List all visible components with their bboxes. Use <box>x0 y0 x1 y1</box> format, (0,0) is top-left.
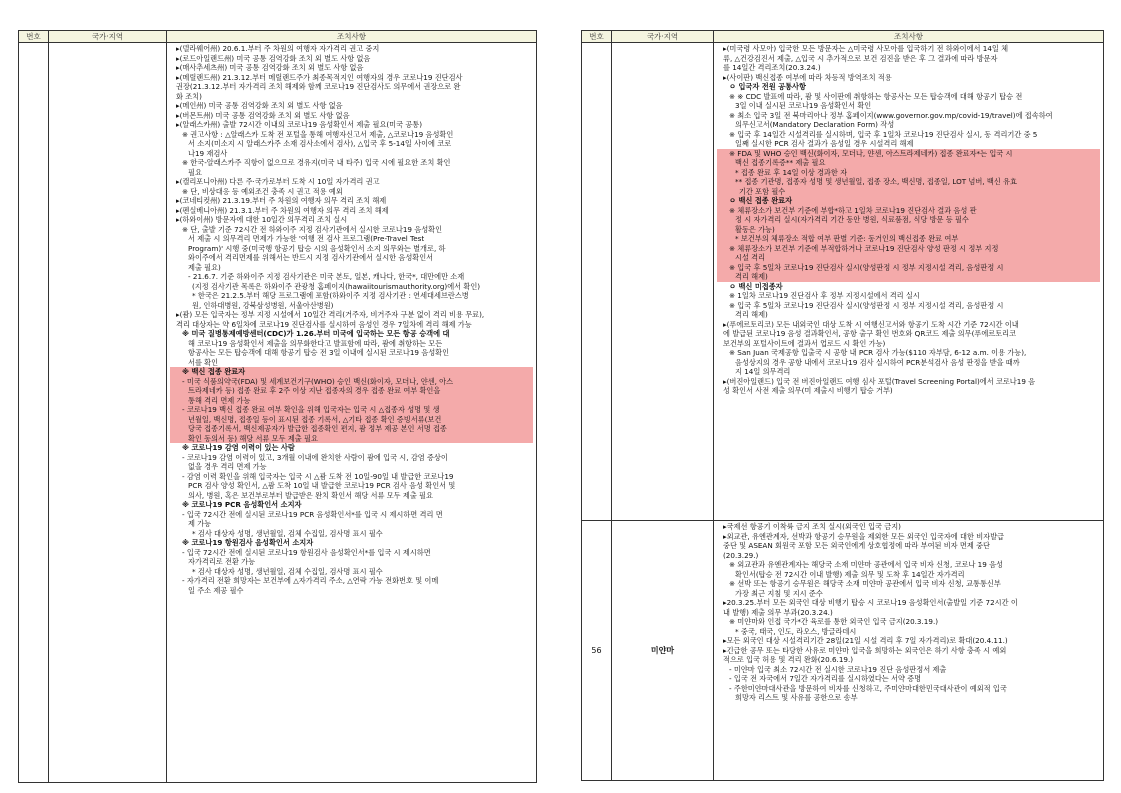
header-country-right: 국가·지역 <box>612 31 714 43</box>
myanmar-line: ▸외교관, 유엔관계자, 선박과 항공기 승무원을 제외한 모든 외국인 입국자에 대한 비자발급 <box>723 531 1004 541</box>
left_column-line: - 입국 72시간 전에 실시된 코로나19 항원검사 음성확인서*를 입국 시 제시하면 <box>182 547 431 557</box>
right_top-line: ** 접종 기관명, 접종자 성명 및 생년월일, 접종 장소, 백신명, 접종일, LOT 넘버, 백신 유효 <box>717 177 1100 187</box>
myanmar-line: ▸국제선 항공기 이착륙 금지 조치 실시(외국인 입국 금지) <box>723 522 901 531</box>
right_top-line: ▸(푸에르토리코) 모든 내외국인 대상 도착 시 여행신고서와 항공기 도착 시간 기준 72시간 이내 <box>723 319 1019 329</box>
left_column-line: ※ 권고사항 : △알래스카 도착 전 포털을 통해 여행자신고서 제출, △코로나19 음성확인 <box>182 129 454 139</box>
left_column-line: ▸(메인州) 미국 공통 검역강화 조치 외 별도 사항 없음 <box>176 101 343 110</box>
left_column-line: ▸(하와이州) 방문자에 대한 10일간 의무격리 조치 실시 <box>176 215 348 224</box>
left_column-line: ※ 코로나19 PCR 음성확인서 소지자 <box>182 500 302 509</box>
left-measures-text <box>167 43 536 595</box>
right_top-line: 음성상지의 경우 공항 내에서 코로나19 검사 실시하여 PCR분석검사 음성 판정을 받을 때까 <box>735 357 1020 367</box>
left_column-line: ※ 단, 비상대응 등 예외조건 충족 시 권고 적용 예외 <box>182 186 343 196</box>
left_column-line: 없을 경우 격리 면제 가능 <box>188 462 267 471</box>
header-country: 국가·지역 <box>49 31 167 43</box>
right_top-line: ㅇ 백신 접종 완료자 <box>717 196 1100 206</box>
left_column-line: - 21.6.7. 기준 하와이주 지정 검사기관은 미국 본토, 일본, 캐나다, 한국*, 대만에만 소재 <box>188 272 465 281</box>
right_top-line: ※ 체류장소가 보건부 기준에 부합*하고 1일차 코로나19 진단검사 결과 음성 판 <box>717 206 1100 216</box>
left_column-line: 격리 대상자는 약 6일차에 코로나19 진단검사를 실시하여 음성인 경우 7일차에 격리 해제 가능 <box>176 319 472 329</box>
left_column-line: ※ 코로나19 항원검사 음성확인서 소지자 <box>182 538 314 547</box>
left_column-line: 권장(21.3.12.부터 자가격리 조치 해제와 함께 코로나19 진단검사도 의무에서 권장으로 완 <box>176 82 461 91</box>
myanmar-line: 확인서(탑승 전 72시간 이내 발행) 제출 의무 및 도착 후 14일간 자가격리 <box>735 569 965 579</box>
right_top-line: ▸(미국령 사모아) 입국한 모든 방문자는 △미국령 사모아를 입국하기 전 하와이에서 14일 체 <box>723 44 1009 53</box>
left-country-cell <box>49 43 167 783</box>
right_top-line: ▸(사이판) 백신접종 여부에 따라 차등적 방역조치 적용 <box>723 72 892 82</box>
left_column-line: Program)' 시행 중(미국행 항공기 탑승 시의 음성확인서 소지 의무와는 별개로, 하 <box>188 243 446 253</box>
myanmar-line: 중단 및 ASEAN 회원국 포함 모든 외국인에게 상호협정에 따라 부여된 비자 면제 중단 <box>723 541 990 550</box>
header-no: 번호 <box>19 31 49 43</box>
left_column-line: ▸(괌) 모든 입국자는 정부 지정 시설에서 10일간 격리(거주자, 비거주자 구분 없이 격리 비용 무료), <box>176 310 485 319</box>
left_column-line: ▸(델라웨어州) 20.6.1.부터 주 차원의 여행자 자가격리 권고 중지 <box>176 44 380 53</box>
left_column-line: - 코로나19 감염 이력이 있고, 3개월 이내에 완치한 사람이 괌에 입국 시, 감염 증상이 <box>182 452 448 462</box>
left_column-line: 해 코로나19 음성확인서 제출을 의무화한다고 발표함에 따라, 괌에 취항하는 모든 <box>188 338 443 348</box>
left_column-line: 원, 인하대병원, 강북삼성병원, 서울아산병원) <box>192 300 334 310</box>
right_top-line: 활동은 가능) <box>717 225 1100 235</box>
left_column-line: * 검사 대상자 성명, 생년월일, 검체 수집일, 검사명 표시 필수 <box>192 528 383 538</box>
left_column-line: ▸(알래스카州) 출발 72시간 이내의 코로나19 음성확인서 제출 필요(미국 공통) <box>176 120 423 129</box>
right_top-line: * 접종 완료 후 14일 이상 경과한 자 <box>717 168 1100 178</box>
right_top-line: 격리 해제) <box>717 272 1100 282</box>
left_column-line: 서 제출 시 의무격리 면제가 가능한 '여행 전 검사 프로그램(Pre-Travel Test <box>188 234 425 243</box>
left-table <box>18 30 537 783</box>
right_top-line: ㅇ 백신 미접종자 <box>729 281 783 291</box>
left_column-line: 의사, 병원, 혹은 보건부로부터 발급받은 완치 확인서 해당 서류 모두 제출 필요 <box>188 490 433 500</box>
right_top-line: ※ 입국 후 5일차 코로나19 진단검사 실시(양성판정 시 정부 지정시설 격리, 음성판정 시 <box>729 300 1004 310</box>
right_top-line: ※ 입국 후 14일간 시설격리를 실시하며, 입국 후 1일차 코로나19 진단검사 실시, 동 격리기간 중 5 <box>729 129 1038 139</box>
right_top-line: 성 확인서 사전 제출 의무(미 제출시 비행기 탑승 거부) <box>723 386 893 395</box>
right_top-line: 지 14일 의무격리 <box>735 367 791 376</box>
left_column-line: 서를 확인 <box>188 357 219 367</box>
right_top-line: ▸(버진아일랜드) 입국 전 버진아일랜드 여행 심사 포털(Travel Screening Portal)에서 코로나19 음 <box>723 376 1036 386</box>
myanmar-line: ※ 외교관과 유엔관계자는 해당국 소재 미얀마 공관에서 입국 비자 신청, 코로나 19 음성 <box>729 560 1003 569</box>
left_column-line: - 코로나19 백신 접종 완료 여부 확인을 위해 입국자는 입국 시 △접종자 성명 및 생 <box>170 405 533 415</box>
left_column-line: ▸(버몬트州) 미국 공통 검역강화 조치 외 별도 사항 없음 <box>176 110 350 120</box>
left_column-line: ※ 미국 질병통제예방센터(CDC)가 1.26.부터 미국에 입국하는 모든 항공 승객에 대 <box>182 329 450 338</box>
right_top-line: 를 14일간 격리조치(20.3.24.) <box>723 63 821 72</box>
myanmar-line: * 중국, 태국, 인도, 라오스, 방글라데시 <box>735 626 857 636</box>
left_column-line: - 미국 식품의약국(FDA) 및 세계보건기구(WHO) 승인 백신(화이자, 모더나, 얀센, 아스 <box>170 377 533 387</box>
left_column-line: ▸(코네티컷州) 21.3.19.부터 주 차원의 여행자 의무 격리 조치 해제 <box>176 196 387 205</box>
myanmar-line: 가장 최근 지침 및 지시 준수 <box>735 588 823 598</box>
right_top-line: 에 발급된 코로나19 음성 결과확인서, 공항 출구 확인 번호와 QR코드 제출 의무(푸에르토리코 <box>723 329 1017 338</box>
left_column-line: ※ 백신 접종 완료자 <box>170 367 533 377</box>
right_top-line: 일째 실시한 PCR 검사 결과가 음성일 경우 시설격리 해제 <box>735 139 914 148</box>
right_top-line: ※ 1일차 코로나19 진단검사 후 정부 지정시설에서 격리 실시 <box>729 291 920 300</box>
myanmar-line: ▸긴급한 공무 또는 타당한 사유로 미얀마 입국을 희망하는 외국인은 하기 사항 충족 시 예외 <box>723 645 1007 655</box>
myanmar-measures-text <box>714 521 1103 703</box>
right_top-line: ※ 입국 후 5일차 코로나19 진단검사 실시(양성판정 시 정부 지정시설 격리, 음성판정 시 <box>717 263 1100 273</box>
left_column-line: 항공사는 모든 탑승객에 대해 항공기 탑승 전 3일 이내에 실시된 코로나19 음성확인 <box>188 348 450 357</box>
left_column-line: 통해 격리 면제 가능 <box>170 396 533 406</box>
right_top-line: 기간 포함 필수 <box>717 187 1100 197</box>
right_top-line: * 보건부의 체류장소 적합 여부 판별 기준: 동거인의 백신접종 완료 여부 <box>717 234 1100 244</box>
right_top-line: 백신 접종기록증** 제출 필요 <box>717 158 1100 168</box>
right-top-measures-cell <box>714 43 1104 521</box>
left_column-line: 와이주에서 격리면제를 위해서는 반드시 지정 검사기관에서 실시한 음성확인서 <box>188 253 434 262</box>
header-measures: 조치사항 <box>167 31 537 43</box>
right-top-measures-text <box>714 43 1103 396</box>
myanmar-line: ▸모든 외국인 대상 시설격리기간 28일(21일 시설 격리 후 7일 자가격리)로 확대(20.4.11.) <box>723 636 1008 645</box>
left_column-line: 나19 재검사 <box>188 148 228 158</box>
left_column-line: ▸(캘리포니아州) 다른 주·국가로부터 도착 시 10일 자가격리 권고 <box>176 177 380 186</box>
right-top-no-cell <box>582 43 612 521</box>
left_column-line: 트라제네카 등) 접종 완료 후 2주 이상 지난 접종자의 경우 접종 완료 여부 확인을 <box>170 386 533 396</box>
right_top-line: ※ FDA 및 WHO 승인 백신(화이자, 모더나, 얀센, 아스트라제네카) 접종 완료자*는 입국 시 <box>717 149 1100 159</box>
left-measures-cell <box>167 43 537 783</box>
left_column-line: 서 소지(미소지 시 알래스카주 소재 검사소에서 검사), △입국 후 5-14일 사이에 코로 <box>188 139 452 148</box>
myanmar-line: 희망자 리스트 및 사유를 공한으로 송부 <box>735 693 858 702</box>
myanmar-line: ※ 미얀마와 인접 국가*간 육로를 통한 외국인 입국 금지(20.3.19.) <box>729 617 939 626</box>
left_column-line: - 감염 이력 확인을 위해 입국자는 입국 시 △괌 도착 전 10일-90일 내 발급한 코로나19 <box>182 471 454 481</box>
left_column-line: 당국 접종기록서, 백신제공자가 발급한 접종확인 편지, 괌 정부 제공 본인 서명 접종 <box>170 424 533 434</box>
myanmar-line: ▸20.3.25.부터 모든 외국인 대상 비행기 탑승 시 코로나19 음성확인서(출발일 기준 72시간 이 <box>723 598 1018 607</box>
right-table <box>581 30 1104 781</box>
myanmar-line: 적으로 입국 허용 및 격리 완화(20.6.19.) <box>723 655 854 664</box>
left_column-line: 확인 동의서 등) 해당 서류 모두 제출 필요 <box>170 434 533 444</box>
right_top-line: ※ 최소 입국 3일 전 북마리아나 정부 홈페이지(www.governor.gov.mp/covid-19/travel)에 접속하여 <box>729 110 1053 120</box>
right_top-line: ㅇ 입국자 전원 공통사항 <box>729 82 806 91</box>
left_column-line: 필요 <box>188 167 202 177</box>
left-no-cell <box>19 43 49 783</box>
myanmar-country: 미얀마 <box>612 521 714 781</box>
left_column-line: * 검사 대상자 성명, 생년월일, 검체 수집일, 검사명 표시 필수 <box>192 566 383 576</box>
left_column-line: ※ 코로나19 감염 이력이 있는 사람 <box>182 443 295 452</box>
left_column-line: ▸(로드아일랜드州) 미국 공통 검역강화 조치 외 별도 사항 없음 <box>176 53 371 63</box>
left_column-line: ▸(매사추세츠州) 미국 공통 검역강화 조치 외 별도 사항 없음 <box>176 63 364 72</box>
right_top-line: 3일 이내 실시된 코로나19 음성확인서 확인 <box>735 101 872 110</box>
right_top-line: 격리 해제) <box>735 310 768 319</box>
left_column-line: ※ 단, 출발 기준 72시간 전 하와이주 지정 검사기관에서 실시한 코로나19 음성확인 <box>182 224 443 234</box>
myanmar-line: - 주한미얀마대사관을 방문하여 비자를 신청하고, 주미얀마대한민국대사관이 예외적 입국 <box>729 683 1007 693</box>
right_top-line: 의무신고서(Mandatory Declaration Form) 작성 <box>735 120 895 129</box>
left_column-line: (지정 검사기관 목록은 하와이주 관광청 홈페이지(hawaiitourismauthority.org)에서 확인) <box>192 281 481 291</box>
left_column-line: 제 가능 <box>188 519 212 528</box>
left_column-line: 화 조치) <box>176 91 202 101</box>
myanmar-line: - 입국 전 자국에서 7일간 자가격리를 실시하였다는 서약 증명 <box>729 674 922 683</box>
myanmar-line: ※ 선박 또는 항공기 승무원은 해당국 소재 미얀마 공관에서 입국 비자 신청, 교통통신부 <box>729 579 1001 588</box>
left_column-line: ▸(펜실베니아州) 21.3.1.부터 주 차원의 여행자 의무 격리 조치 해제 <box>176 205 389 215</box>
left_column-line: 년월일, 백신명, 접종일 등이 표시된 접종 기록서, △기타 접종 확인 증빙서류(보건 <box>170 415 533 425</box>
right_top-line: 보건부의 포털사이트에 결과서 업로드 시 확인 가능) <box>723 338 886 348</box>
right_top-line: ※ 체류장소가 보건부 기준에 부적합하거나 코로나19 진단검사 양성 판정 시 정부 지정 <box>717 244 1100 254</box>
left_column-line: ▸(메릴랜드州) 21.3.12.부터 메릴랜드주가 최종목적지인 여행자의 경우 코로나19 진단검사 <box>176 72 463 82</box>
left_column-line: - 입국 72시간 전에 실시된 코로나19 PCR 음성확인서*를 입국 시 제시하면 격리 면 <box>182 509 443 519</box>
left_column-line: - 자가격리 전환 희망자는 보건부에 △자가격리 주소, △연락 가능 전화번호 및 이메 <box>182 576 439 585</box>
right_top-line: 정 시 자가격리 실시(자가격리 기간 동안 병원, 식료품점, 식당 방문 등 필수 <box>717 215 1100 225</box>
myanmar-measures-cell <box>714 521 1104 781</box>
myanmar-line: 내 발행) 제출 의무 부과(20.3.24.) <box>723 607 833 617</box>
header-no-right: 번호 <box>582 31 612 43</box>
right_top-line: 류, △건강검진서 제출, △입국 시 추가적으로 보건 검진을 받은 후 그 결과에 따라 방문자 <box>723 53 998 63</box>
left_column-line: * 한국은 21.2.5.부터 해당 프로그램에 포함(하와이주 지정 검사기관 : 연세대세브란스병 <box>192 291 469 300</box>
right-top-country-cell <box>612 43 714 521</box>
right_top-line: ※ ※ CDC 발표에 따라, 괌 및 사이판에 취항하는 항공사는 모든 탑승객에 대해 항공기 탑승 전 <box>729 91 1023 101</box>
right_top-line: ※ San Juan 국제공항 입출국 시 공항 내 PCR 검사 가능($110 자부담, 6-12 a.m. 이용 가능), <box>729 348 1027 357</box>
myanmar-line: (20.3.29.) <box>723 550 759 560</box>
left_column-line: ※ 한국-알래스카주 직항이 없으므로 경유지(미국 내 타주) 입국 시에 필요한 조치 확인 <box>182 158 451 167</box>
left_column-line: 일 주소 제공 필수 <box>188 585 244 595</box>
right_top-line: 시설 격리 <box>717 253 1100 263</box>
left_column-line: PCR 검사 양성 확인서, △괌 도착 10일 내 발급한 코로나19 PCR 검사 음성 확인서 및 <box>188 481 456 490</box>
left_column-line: 제출 필요) <box>188 262 221 272</box>
header-measures-right: 조치사항 <box>714 31 1104 43</box>
myanmar-no: 56 <box>582 521 612 781</box>
left_column-line: 자가격리로 전환 가능 <box>188 557 256 566</box>
myanmar-line: - 미얀마 입국 최소 72시간 전 실시한 코로나19 진단 음성판정서 제출 <box>729 664 947 674</box>
